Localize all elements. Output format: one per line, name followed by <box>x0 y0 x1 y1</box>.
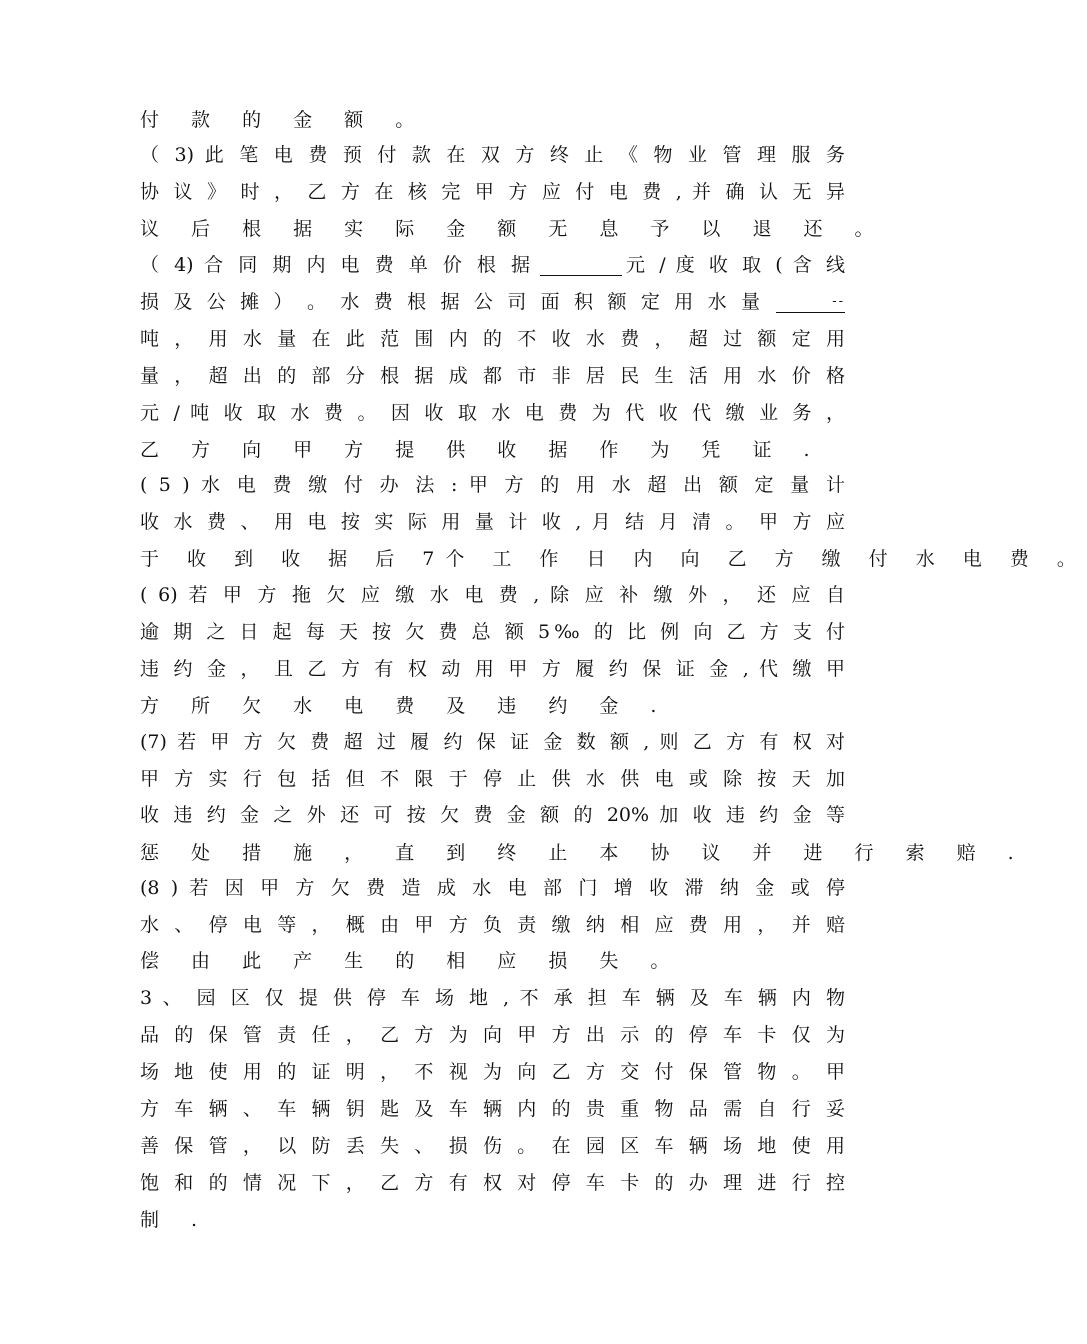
text-line: 议 后 根 据 实 际 金 额 无 息 予 以 退 还 。 <box>140 218 887 240</box>
text-line: 惩 处 措 施 ， 直 到 终 止 本 协 议 并 进 行 索 赔 . <box>140 842 1027 864</box>
text-line: 逾 期 之 日 起 每 天 按 欠 费 总 额 5‰ 的 比 例 向 乙 方 支 付 <box>140 621 846 643</box>
text-line: 方 车 辆 、 车 辆 钥 匙 及 车 辆 内 的 贵 重 物 品 需 自 行 妥 <box>140 1098 845 1120</box>
text-line: 3 、 园 区 仅 提 供 停 车 场 地 , 不 承 担 车 辆 及 车 辆 内 物 <box>140 987 845 1009</box>
text-line: （ 3) 此 笔 电 费 预 付 款 在 双 方 终 止 《 物 业 管 理 服 务 <box>140 144 845 166</box>
text-line: 元 / 吨 收 取 水 费 。 因 收 取 水 电 费 为 代 收 代 缴 业 务 ， <box>140 402 845 424</box>
text-line: 违 约 金 ， 且 乙 方 有 权 动 用 甲 方 履 约 保 证 金 , 代 缴 甲 <box>140 658 845 680</box>
text-segment: 元 / 度 收 取 ( 含 线 <box>626 254 845 276</box>
text-line <box>140 250 845 280</box>
text-line: 场 地 使 用 的 证 明 ， 不 视 为 向 乙 方 交 付 保 管 物 。 甲 <box>140 1061 845 1083</box>
blank-field-water-quota: -- <box>776 292 845 313</box>
text-line <box>140 287 845 317</box>
text-line: 偿 由 此 产 生 的 相 应 损 失 。 <box>140 950 683 972</box>
text-line: 于 收 到 收 据 后 7个 工 作 日 内 向 乙 方 缴 付 水 电 费 。 <box>140 548 1087 570</box>
text-line: 量 ， 超 出 的 部 分 根 据 成 都 市 非 居 民 生 活 用 水 价 格 <box>140 365 845 387</box>
text-line: 甲 方 实 行 包 括 但 不 限 于 停 止 供 水 供 电 或 除 按 天 加 <box>140 768 845 790</box>
text-line: 收 违 约 金 之 外 还 可 按 欠 费 金 额 的 20% 加 收 违 约 金 等 <box>140 804 845 826</box>
text-line: ( 6) 若 甲 方 拖 欠 应 缴 水 电 费 , 除 应 补 缴 外 ， 还 应 自 <box>140 584 845 606</box>
text-line: 善 保 管 ， 以 防 丢 失 、 损 伤 。 在 园 区 车 辆 场 地 使 用 <box>140 1135 845 1157</box>
text-line: 制 . <box>140 1209 211 1231</box>
text-segment: 损 及 公 摊 ） 。 水 费 根 据 公 司 面 积 额 定 用 水 量 <box>140 291 760 313</box>
text-line: 饱 和 的 情 况 下 ， 乙 方 有 权 对 停 车 卡 的 办 理 进 行 控 <box>140 1172 845 1194</box>
blank-field-price <box>540 255 622 276</box>
text-line: 付 款 的 金 额 。 <box>140 109 428 131</box>
text-segment: （ 4) 合 同 期 内 电 费 单 价 根 据 <box>140 254 530 276</box>
text-line: 品 的 保 管 责 任 ， 乙 方 为 向 甲 方 出 示 的 停 车 卡 仅 为 <box>140 1024 845 1046</box>
text-line: 方 所 欠 水 电 费 及 违 约 金 . <box>140 695 670 717</box>
text-line: 吨 ， 用 水 量 在 此 范 围 内 的 不 收 水 费 ， 超 过 额 定 用 <box>140 328 845 350</box>
text-line: 乙 方 向 甲 方 提 供 收 据 作 为 凭 证 . <box>140 439 823 461</box>
text-line: ( 5 ) 水 电 费 缴 付 办 法 : 甲 方 的 用 水 超 出 额 定 量 计 <box>140 474 845 496</box>
text-line: 协 议 》 时 ， 乙 方 在 核 完 甲 方 应 付 电 费 , 并 确 认 无 异 <box>140 181 845 203</box>
text-line: 收 水 费 、 用 电 按 实 际 用 量 计 收 , 月 结 月 清 。 甲 方 应 <box>140 511 845 533</box>
text-line: 水 、 停 电 等 ， 概 由 甲 方 负 责 缴 纳 相 应 费 用 ， 并 赔 <box>140 914 845 936</box>
text-line: (8 ) 若 因 甲 方 欠 费 造 成 水 电 部 门 增 收 滞 纳 金 或 停 <box>140 877 845 899</box>
text-line: (7) 若 甲 方 欠 费 超 过 履 约 保 证 金 数 额 , 则 乙 方 有 权 对 <box>140 731 845 753</box>
